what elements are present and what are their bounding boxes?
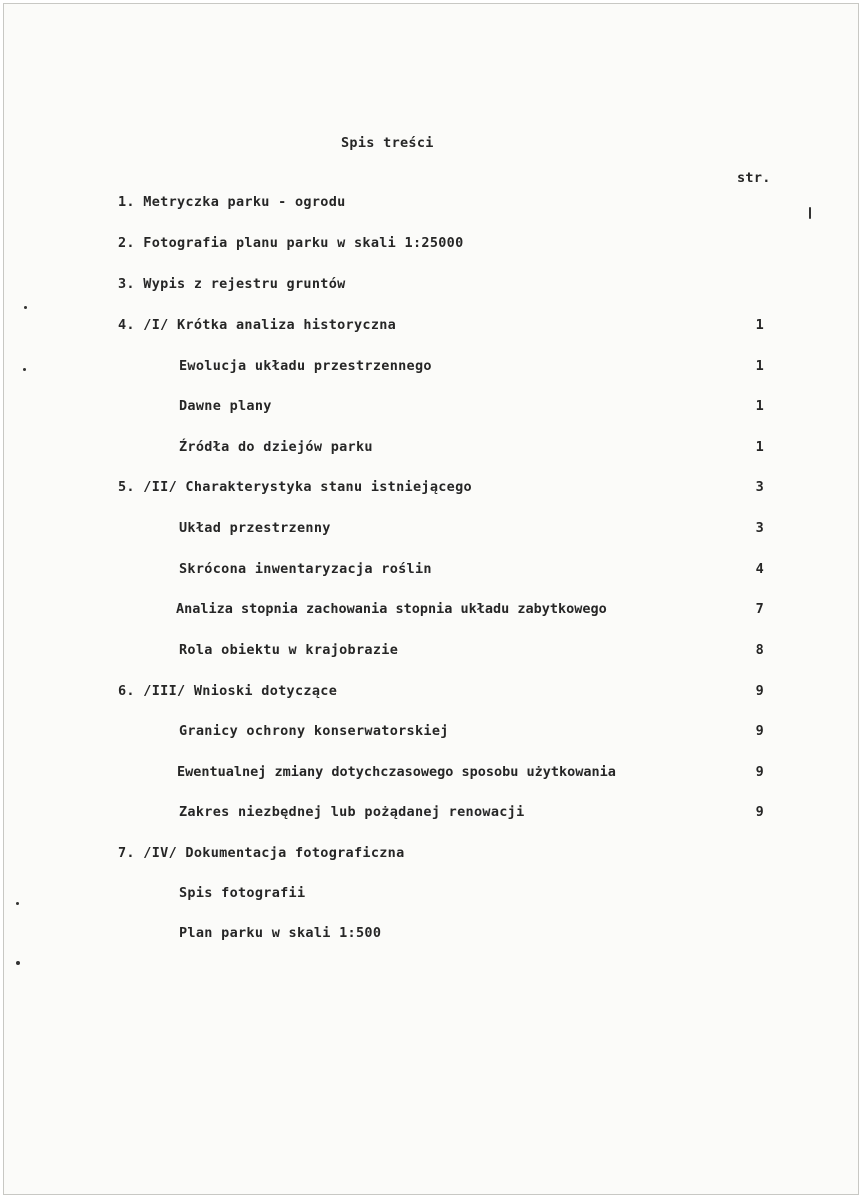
toc-entry-text: Ewentualnej zmiany dotychczasowego sposobu użytkowania — [177, 764, 616, 780]
toc-entry-8 — [4, 479, 864, 499]
toc-entry-6 — [4, 398, 864, 418]
toc-entry-page: 1 — [755, 439, 764, 455]
toc-entry-page: 7 — [755, 601, 764, 617]
toc-entry-text: Układ przestrzenny — [179, 520, 331, 536]
scan-speck — [23, 368, 26, 371]
toc-entry-3 — [4, 276, 864, 296]
toc-entry-7 — [4, 439, 864, 459]
toc-entry-text: Analiza stopnia zachowania stopnia układu zabytkowego — [176, 601, 607, 617]
toc-entry-text: 4. /I/ Krótka analiza historyczna — [118, 317, 397, 333]
toc-entry-1 — [4, 194, 864, 214]
toc-entry-text: 7. /IV/ Dokumentacja fotograficzna — [118, 845, 405, 861]
toc-entry-text: 3. Wypis z rejestru gruntów — [118, 276, 346, 292]
toc-entry-text: 1. Metryczka parku - ogrodu — [118, 194, 346, 210]
toc-entry-14 — [4, 723, 864, 743]
toc-entry-5 — [4, 358, 864, 378]
toc-entry-10 — [4, 561, 864, 581]
toc-entry-page: 9 — [755, 804, 764, 820]
toc-entry-page: 1 — [755, 398, 764, 414]
toc-entry-4 — [4, 317, 864, 337]
toc-entry-page: 9 — [755, 683, 764, 699]
toc-entry-text: Rola obiektu w krajobrazie — [179, 642, 399, 658]
page-column-label: str. — [737, 170, 771, 186]
toc-entry-text: 2. Fotografia planu parku w skali 1:25000 — [118, 235, 464, 251]
toc-entry-text: Źródła do dziejów parku — [179, 439, 373, 455]
toc-entry-page: 3 — [755, 479, 764, 495]
toc-entry-text: Dawne plany — [179, 398, 272, 414]
toc-entry-text: 6. /III/ Wnioski dotyczące — [118, 683, 338, 699]
document-page — [3, 3, 859, 1195]
toc-entry-text: Granicy ochrony konserwatorskiej — [179, 723, 449, 739]
toc-entry-text: 5. /II/ Charakterystyka stanu istniejącego — [118, 479, 472, 495]
toc-entry-text: Zakres niezbędnej lub pożądanej renowacji — [179, 804, 525, 820]
toc-entry-text: Spis fotografii — [179, 885, 306, 901]
toc-entry-17 — [4, 845, 864, 865]
toc-entry-text: Ewolucja układu przestrzennego — [179, 358, 432, 374]
toc-entry-text: Plan parku w skali 1:500 — [179, 925, 382, 941]
toc-entry-page: 3 — [755, 520, 764, 536]
toc-entry-page: 8 — [755, 642, 764, 658]
toc-entry-13 — [4, 683, 864, 703]
toc-entry-18 — [4, 885, 864, 905]
toc-entry-page: 9 — [755, 723, 764, 739]
toc-entry-11 — [4, 601, 864, 621]
toc-entry-page: 1 — [755, 358, 764, 374]
scan-speck — [16, 961, 20, 965]
toc-entry-2 — [4, 235, 864, 255]
toc-entry-9 — [4, 520, 864, 540]
scan-speck — [809, 207, 811, 219]
toc-entry-page: 9 — [755, 764, 764, 780]
page-title: Spis treści — [341, 135, 434, 151]
scan-speck — [16, 902, 19, 905]
toc-entry-text: Skrócona inwentaryzacja roślin — [179, 561, 432, 577]
toc-entry-15 — [4, 764, 864, 784]
scan-speck — [24, 306, 27, 309]
toc-entry-page: 1 — [755, 317, 764, 333]
toc-entry-12 — [4, 642, 864, 662]
toc-entry-page: 4 — [755, 561, 764, 577]
toc-entry-16 — [4, 804, 864, 824]
toc-entry-19 — [4, 925, 864, 945]
